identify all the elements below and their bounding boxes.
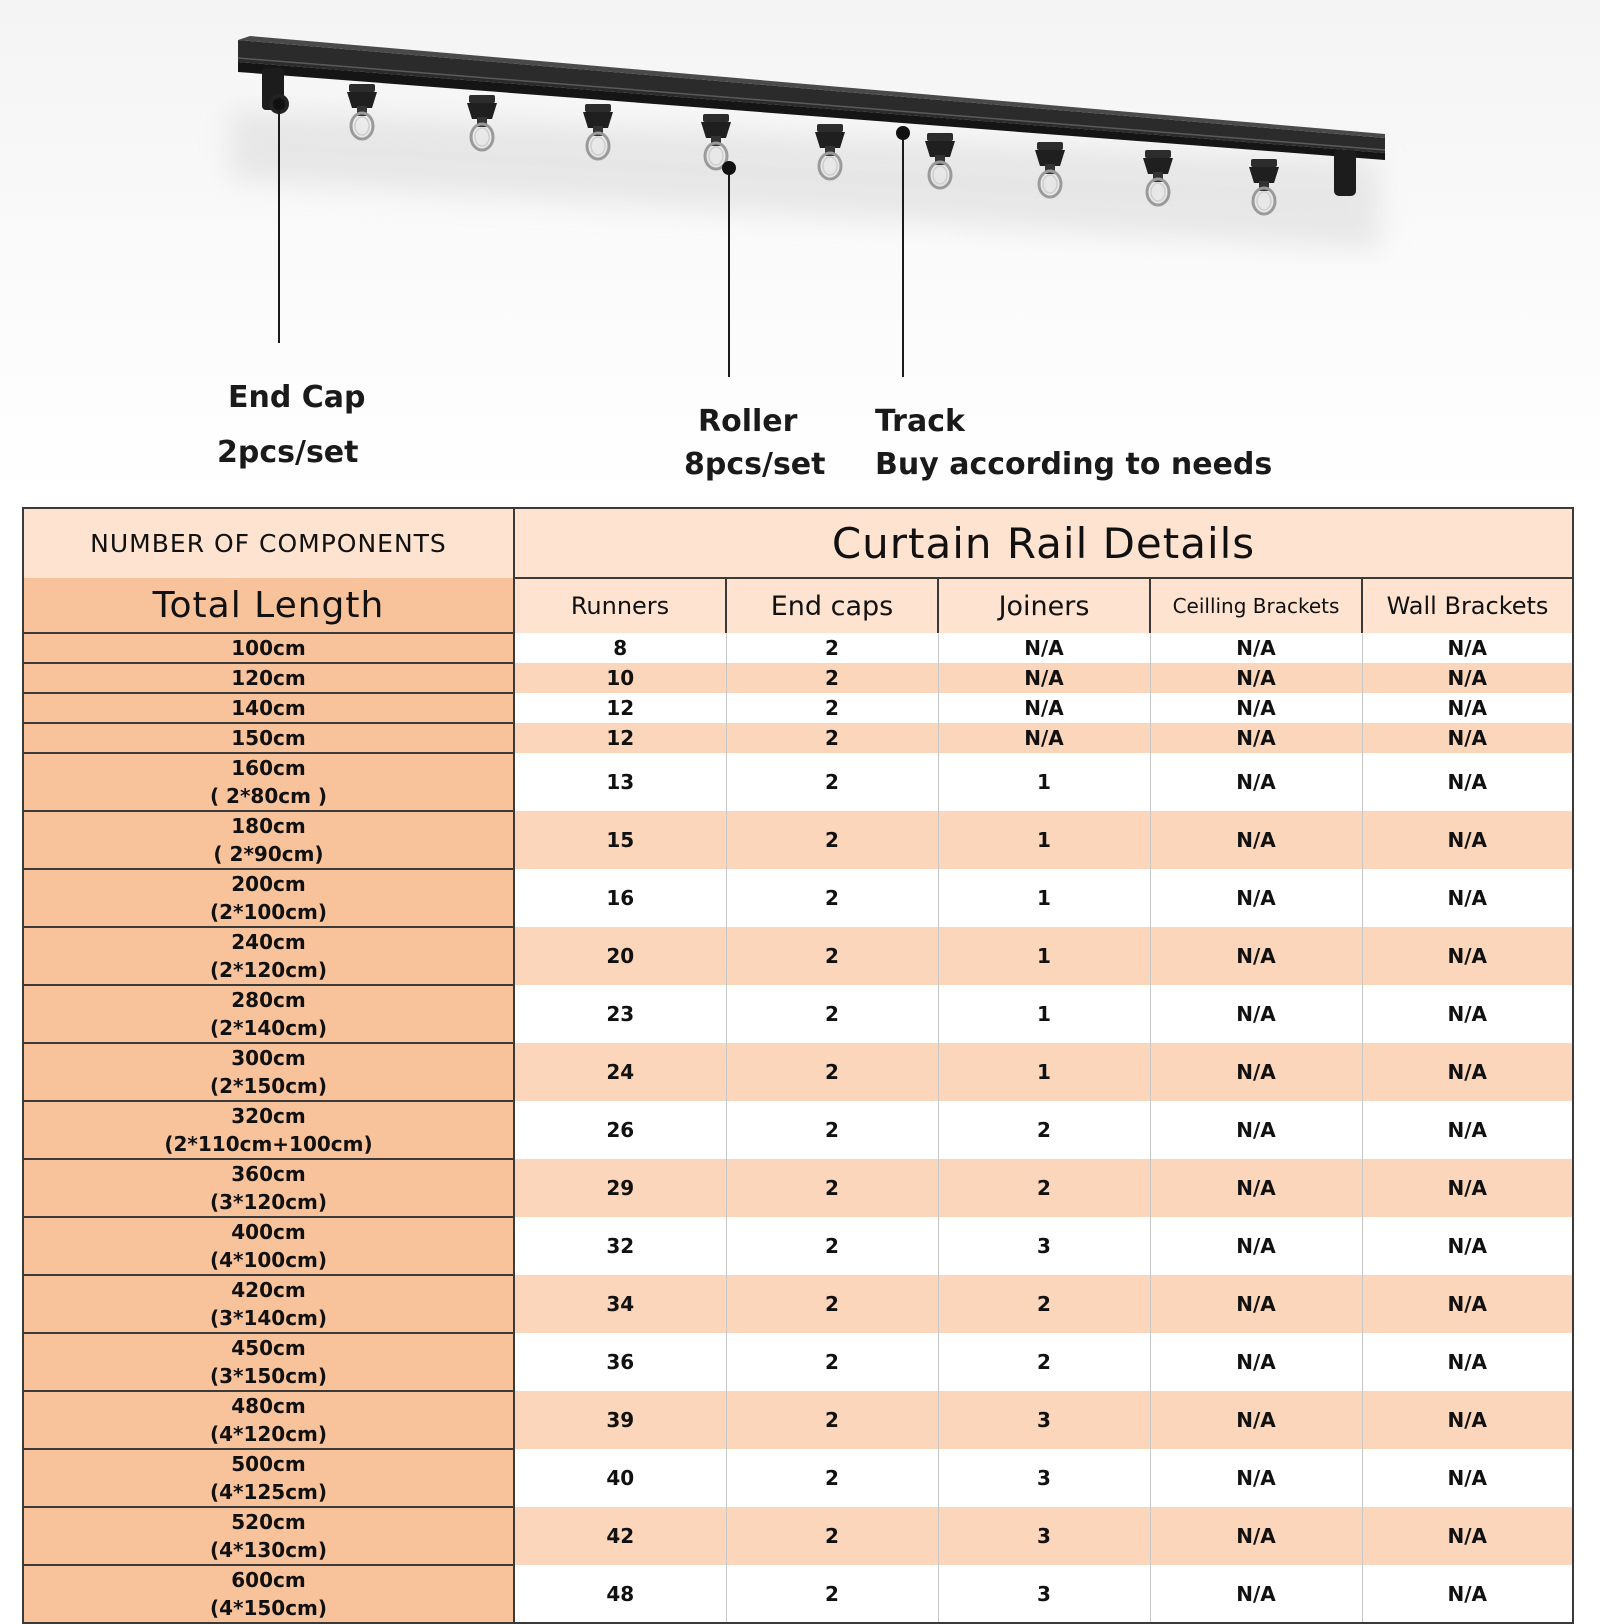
wall-brackets-cell: N/A xyxy=(1362,1217,1573,1275)
column-header-joiners: Joiners xyxy=(938,578,1150,633)
end-caps-cell: 2 xyxy=(726,1391,938,1449)
length-split: (3*120cm) xyxy=(209,1190,328,1214)
total-length-header: Total Length xyxy=(23,578,514,633)
length-split: (4*100cm) xyxy=(209,1248,328,1272)
length-value: 500cm xyxy=(231,1452,306,1476)
length-split: (3*140cm) xyxy=(209,1306,328,1330)
runners-cell: 16 xyxy=(514,869,726,927)
runners-cell: 32 xyxy=(514,1217,726,1275)
wall-brackets-cell: N/A xyxy=(1362,753,1573,811)
length-cell xyxy=(23,1275,514,1333)
length-value: 400cm xyxy=(231,1220,306,1244)
runners-cell: 42 xyxy=(514,1507,726,1565)
joiners-cell: 2 xyxy=(938,1159,1150,1217)
end-caps-cell: 2 xyxy=(726,1449,938,1507)
ceiling-brackets-cell: N/A xyxy=(1150,1565,1362,1623)
length-cell xyxy=(23,723,514,753)
length-value: 140cm xyxy=(231,696,306,720)
length-value: 150cm xyxy=(231,726,306,750)
joiners-cell: 2 xyxy=(938,1275,1150,1333)
ceiling-brackets-cell: N/A xyxy=(1150,1217,1362,1275)
joiners-cell: 1 xyxy=(938,753,1150,811)
runners-cell: 39 xyxy=(514,1391,726,1449)
length-value: 120cm xyxy=(231,666,306,690)
ceiling-brackets-cell: N/A xyxy=(1150,723,1362,753)
runners-cell: 36 xyxy=(514,1333,726,1391)
joiners-cell: N/A xyxy=(938,723,1150,753)
table-row xyxy=(23,1275,1573,1333)
end-caps-cell: 2 xyxy=(726,811,938,869)
end-cap-right xyxy=(1334,150,1356,196)
length-split: (4*125cm) xyxy=(209,1480,328,1504)
length-cell xyxy=(23,811,514,869)
ceiling-brackets-cell: N/A xyxy=(1150,1333,1362,1391)
joiners-cell: 3 xyxy=(938,1507,1150,1565)
length-value: 320cm xyxy=(231,1104,306,1128)
length-value: 300cm xyxy=(231,1046,306,1070)
length-value: 160cm xyxy=(231,756,306,780)
length-split: (3*150cm) xyxy=(209,1364,328,1388)
ceiling-brackets-cell: N/A xyxy=(1150,1449,1362,1507)
table-row xyxy=(23,663,1573,693)
length-cell xyxy=(23,663,514,693)
length-cell xyxy=(23,1159,514,1217)
column-header-ceiling-brackets: Ceilling Brackets xyxy=(1150,578,1362,633)
joiners-cell: N/A xyxy=(938,663,1150,693)
runners-cell: 15 xyxy=(514,811,726,869)
track-note: Buy according to needs xyxy=(875,447,1273,482)
table-row xyxy=(23,927,1573,985)
end-caps-cell: 2 xyxy=(726,753,938,811)
table-row xyxy=(23,723,1573,753)
joiners-cell: 2 xyxy=(938,1333,1150,1391)
joiners-cell: 1 xyxy=(938,811,1150,869)
roller-label: Roller xyxy=(698,404,798,439)
joiners-cell: 3 xyxy=(938,1391,1150,1449)
end-caps-cell: 2 xyxy=(726,1275,938,1333)
ceiling-brackets-cell: N/A xyxy=(1150,1043,1362,1101)
roller-quantity: 8pcs/set xyxy=(684,447,826,482)
end-caps-cell: 2 xyxy=(726,985,938,1043)
number-of-components-label: NUMBER OF COMPONENTS xyxy=(23,508,514,578)
joiners-cell: 1 xyxy=(938,985,1150,1043)
table-row xyxy=(23,753,1573,811)
runners-cell: 26 xyxy=(514,1101,726,1159)
runners-cell: 8 xyxy=(514,633,726,663)
length-cell xyxy=(23,1101,514,1159)
length-value: 240cm xyxy=(231,930,306,954)
length-cell xyxy=(23,1507,514,1565)
end-cap-quantity: 2pcs/set xyxy=(217,435,359,470)
runners-cell: 34 xyxy=(514,1275,726,1333)
table-row xyxy=(23,633,1573,663)
table-row xyxy=(23,1391,1573,1449)
table-row xyxy=(23,1449,1573,1507)
table-row xyxy=(23,693,1573,723)
end-caps-cell: 2 xyxy=(726,1565,938,1623)
column-header-runners: Runners xyxy=(514,578,726,633)
joiners-cell: N/A xyxy=(938,633,1150,663)
wall-brackets-cell: N/A xyxy=(1362,1275,1573,1333)
wall-brackets-cell: N/A xyxy=(1362,1333,1573,1391)
joiners-cell: 3 xyxy=(938,1565,1150,1623)
wall-brackets-cell: N/A xyxy=(1362,663,1573,693)
end-caps-cell: 2 xyxy=(726,927,938,985)
length-split: (2*110cm+100cm) xyxy=(164,1132,373,1156)
length-split: (2*140cm) xyxy=(209,1016,328,1040)
end-caps-cell: 2 xyxy=(726,1507,938,1565)
length-value: 280cm xyxy=(231,988,306,1012)
length-split: (4*130cm) xyxy=(209,1538,328,1562)
wall-brackets-cell: N/A xyxy=(1362,723,1573,753)
length-cell xyxy=(23,1391,514,1449)
length-value: 100cm xyxy=(231,636,306,660)
length-value: 200cm xyxy=(231,872,306,896)
runners-cell: 40 xyxy=(514,1449,726,1507)
runners-cell: 20 xyxy=(514,927,726,985)
length-cell xyxy=(23,693,514,723)
runners-cell: 12 xyxy=(514,693,726,723)
end-caps-cell: 2 xyxy=(726,1101,938,1159)
wall-brackets-cell: N/A xyxy=(1362,633,1573,663)
curtain-rail-details-table xyxy=(22,507,1574,1624)
length-cell xyxy=(23,1043,514,1101)
length-cell xyxy=(23,1449,514,1507)
length-split: (4*150cm) xyxy=(209,1596,328,1620)
runners-cell: 12 xyxy=(514,723,726,753)
wall-brackets-cell: N/A xyxy=(1362,1449,1573,1507)
ceiling-brackets-cell: N/A xyxy=(1150,1101,1362,1159)
runners-cell: 13 xyxy=(514,753,726,811)
table-row xyxy=(23,811,1573,869)
length-cell xyxy=(23,869,514,927)
table-row xyxy=(23,985,1573,1043)
end-caps-cell: 2 xyxy=(726,723,938,753)
runners-cell: 23 xyxy=(514,985,726,1043)
length-split: (2*100cm) xyxy=(209,900,328,924)
table-row xyxy=(23,1043,1573,1101)
wall-brackets-cell: N/A xyxy=(1362,1565,1573,1623)
length-cell xyxy=(23,1333,514,1391)
length-cell xyxy=(23,633,514,663)
ceiling-brackets-cell: N/A xyxy=(1150,927,1362,985)
end-cap-label: End Cap xyxy=(228,380,366,415)
joiners-cell: 3 xyxy=(938,1217,1150,1275)
length-cell xyxy=(23,753,514,811)
length-value: 520cm xyxy=(231,1510,306,1534)
ceiling-brackets-cell: N/A xyxy=(1150,869,1362,927)
joiners-cell: 2 xyxy=(938,1101,1150,1159)
length-split: ( 2*90cm) xyxy=(213,842,324,866)
table-row xyxy=(23,869,1573,927)
joiners-cell: 1 xyxy=(938,927,1150,985)
wall-brackets-cell: N/A xyxy=(1362,1159,1573,1217)
wall-brackets-cell: N/A xyxy=(1362,927,1573,985)
table-row xyxy=(23,1565,1573,1623)
wall-brackets-cell: N/A xyxy=(1362,985,1573,1043)
length-value: 360cm xyxy=(231,1162,306,1186)
length-value: 450cm xyxy=(231,1336,306,1360)
end-caps-cell: 2 xyxy=(726,633,938,663)
ceiling-brackets-cell: N/A xyxy=(1150,1391,1362,1449)
table-row xyxy=(23,1159,1573,1217)
joiners-cell: N/A xyxy=(938,693,1150,723)
wall-brackets-cell: N/A xyxy=(1362,1101,1573,1159)
column-header-wall-brackets: Wall Brackets xyxy=(1362,578,1573,633)
wall-brackets-cell: N/A xyxy=(1362,811,1573,869)
length-split: (4*120cm) xyxy=(209,1422,328,1446)
length-value: 600cm xyxy=(231,1568,306,1592)
runners-cell: 24 xyxy=(514,1043,726,1101)
length-split: (2*150cm) xyxy=(209,1074,328,1098)
length-cell xyxy=(23,927,514,985)
end-caps-cell: 2 xyxy=(726,869,938,927)
column-header-end-caps: End caps xyxy=(726,578,938,633)
runners-cell: 48 xyxy=(514,1565,726,1623)
joiners-cell: 1 xyxy=(938,1043,1150,1101)
length-split: ( 2*80cm ) xyxy=(209,784,328,808)
runners-cell: 29 xyxy=(514,1159,726,1217)
ceiling-brackets-cell: N/A xyxy=(1150,985,1362,1043)
length-split: (2*120cm) xyxy=(209,958,328,982)
joiners-cell: 3 xyxy=(938,1449,1150,1507)
joiners-cell: 1 xyxy=(938,869,1150,927)
runners-cell: 10 xyxy=(514,663,726,693)
wall-brackets-cell: N/A xyxy=(1362,1391,1573,1449)
end-caps-cell: 2 xyxy=(726,1043,938,1101)
length-cell xyxy=(23,1217,514,1275)
length-cell xyxy=(23,985,514,1043)
ceiling-brackets-cell: N/A xyxy=(1150,753,1362,811)
table-row xyxy=(23,1507,1573,1565)
curtain-rail-illustration xyxy=(0,0,1600,500)
ceiling-brackets-cell: N/A xyxy=(1150,693,1362,723)
length-value: 420cm xyxy=(231,1278,306,1302)
track-label: Track xyxy=(875,404,965,439)
ceiling-brackets-cell: N/A xyxy=(1150,633,1362,663)
length-value: 180cm xyxy=(231,814,306,838)
end-caps-cell: 2 xyxy=(726,1333,938,1391)
table-row xyxy=(23,1101,1573,1159)
wall-brackets-cell: N/A xyxy=(1362,869,1573,927)
end-caps-cell: 2 xyxy=(726,1217,938,1275)
ceiling-brackets-cell: N/A xyxy=(1150,663,1362,693)
end-caps-cell: 2 xyxy=(726,693,938,723)
wall-brackets-cell: N/A xyxy=(1362,1507,1573,1565)
ceiling-brackets-cell: N/A xyxy=(1150,1159,1362,1217)
table-row xyxy=(23,1217,1573,1275)
length-cell xyxy=(23,1565,514,1623)
ceiling-brackets-cell: N/A xyxy=(1150,1275,1362,1333)
ceiling-brackets-cell: N/A xyxy=(1150,1507,1362,1565)
table-title: Curtain Rail Details xyxy=(514,508,1573,578)
table-row xyxy=(23,1333,1573,1391)
end-caps-cell: 2 xyxy=(726,1159,938,1217)
wall-brackets-cell: N/A xyxy=(1362,693,1573,723)
ceiling-brackets-cell: N/A xyxy=(1150,811,1362,869)
wall-brackets-cell: N/A xyxy=(1362,1043,1573,1101)
length-value: 480cm xyxy=(231,1394,306,1418)
end-caps-cell: 2 xyxy=(726,663,938,693)
